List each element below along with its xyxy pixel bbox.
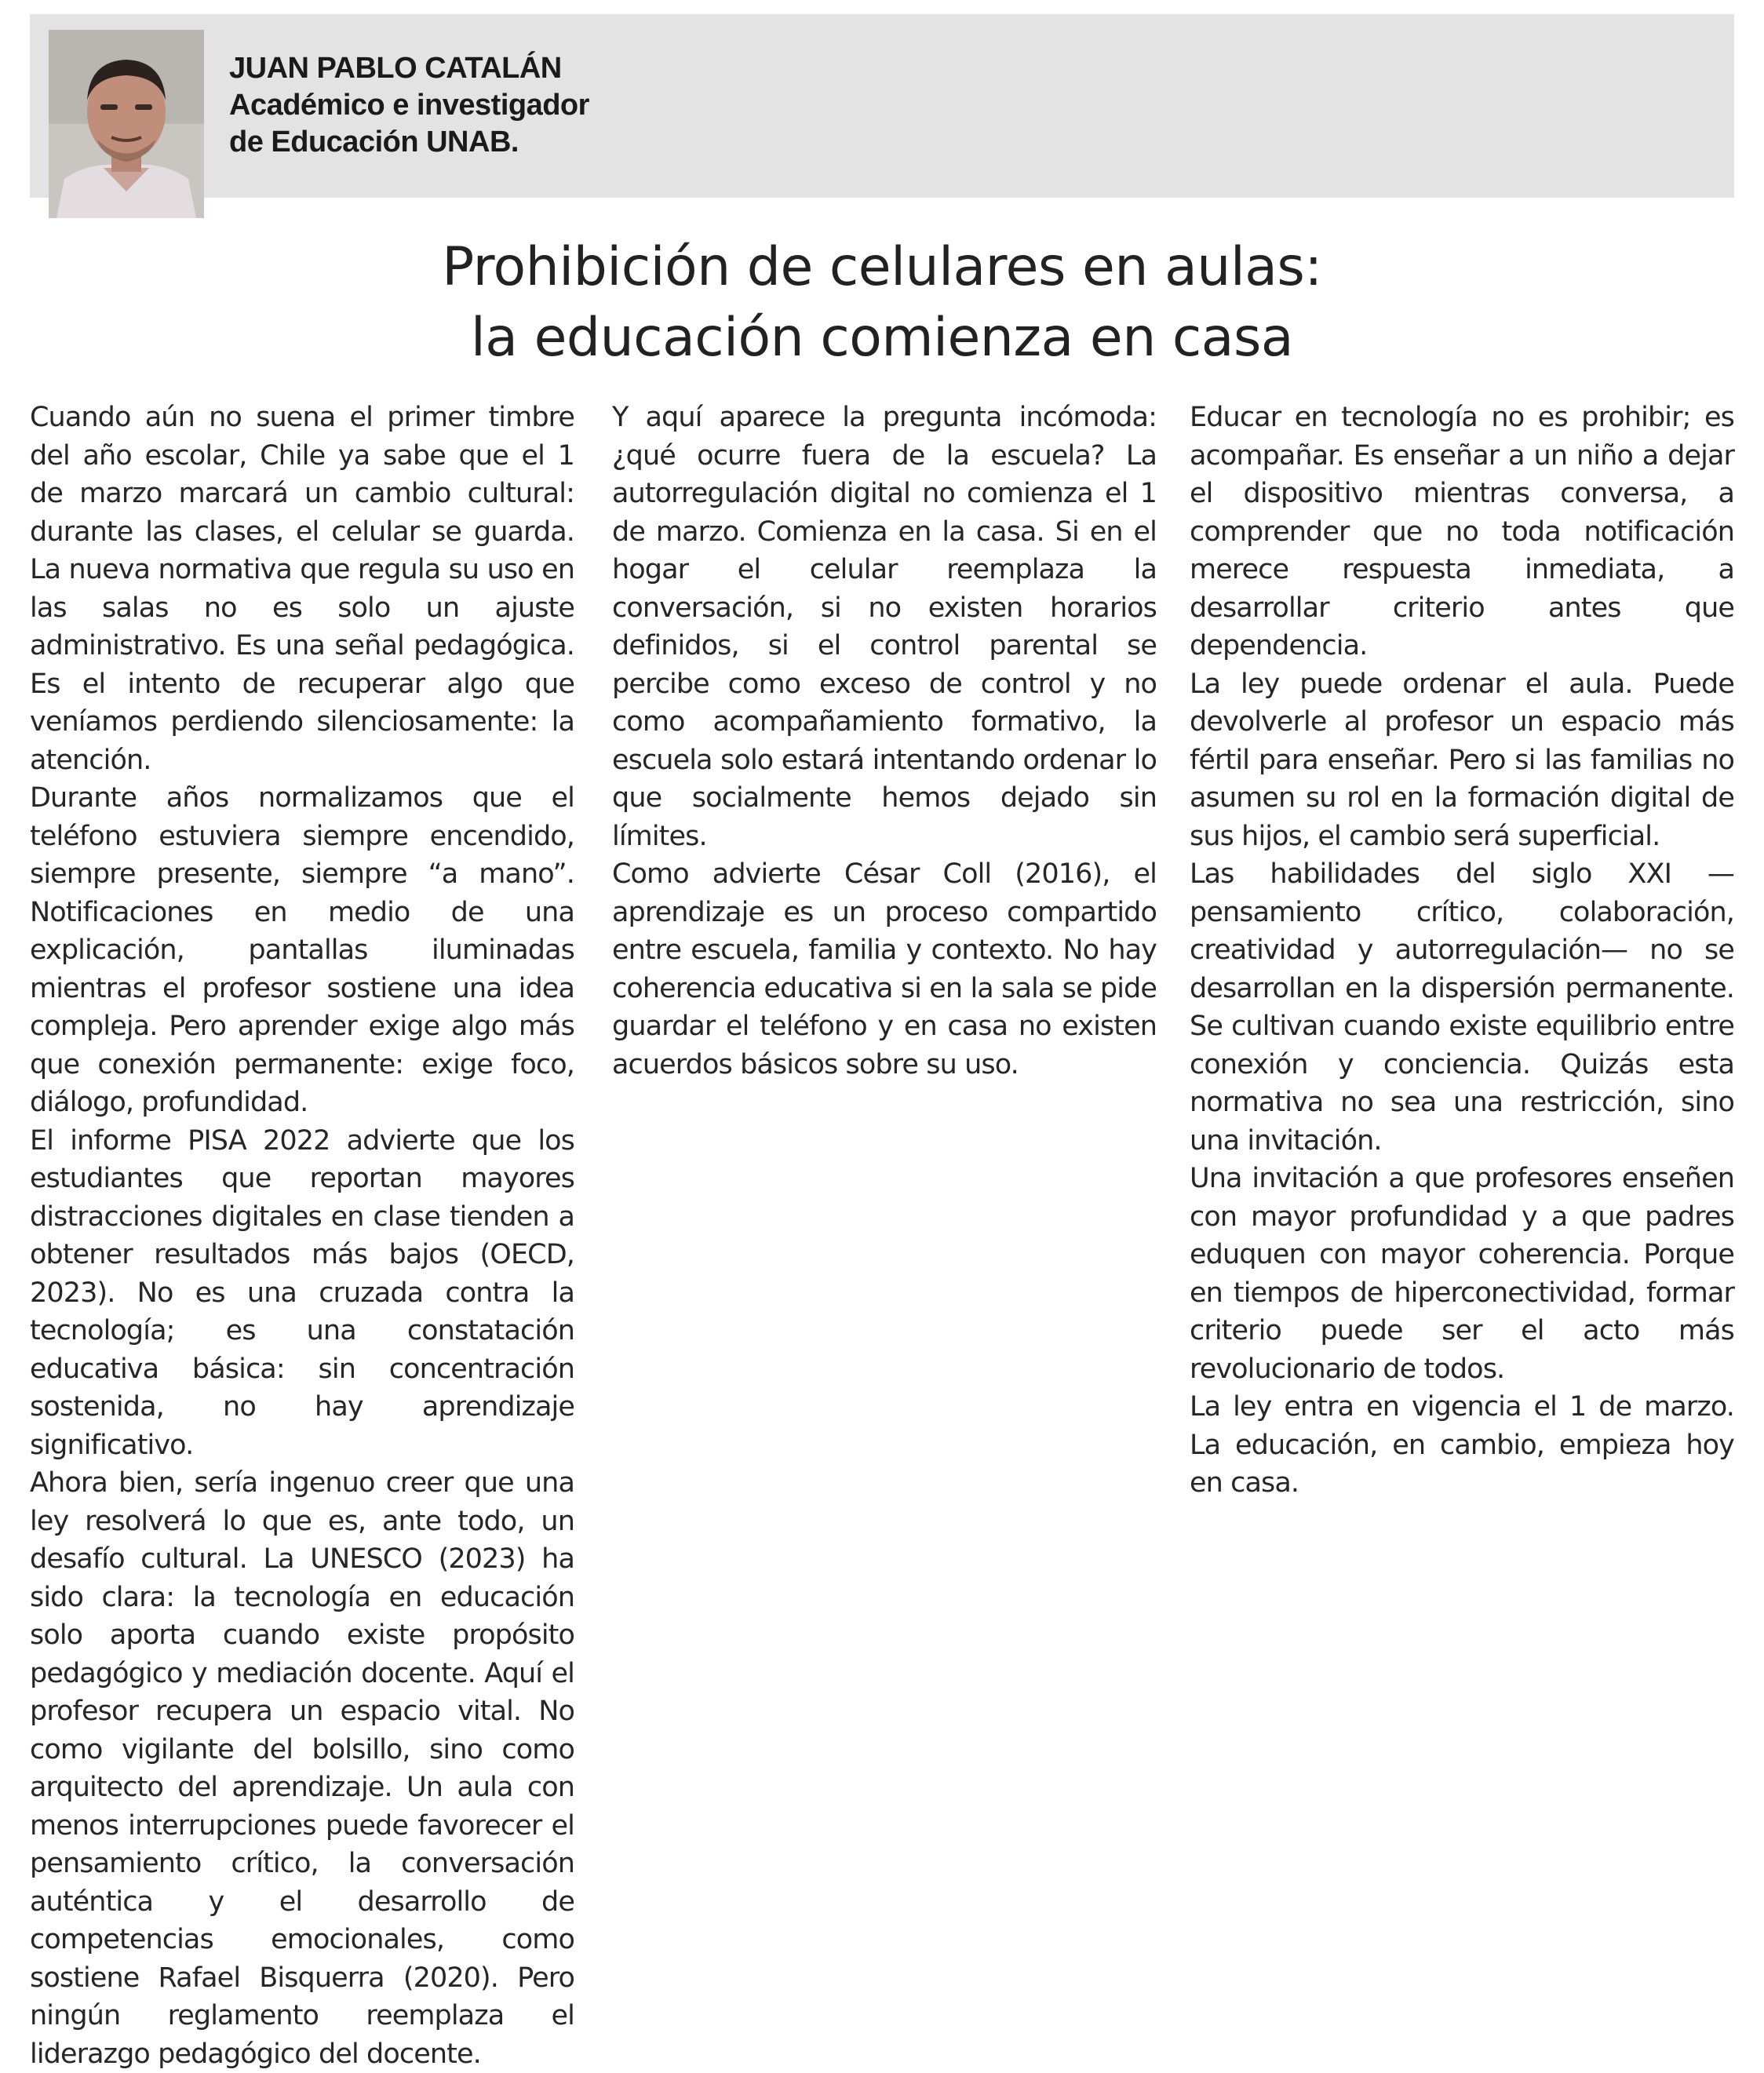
paragraph: Educar en tecnología no es prohibir; es acompañar. Es enseñar a un niño a dejar el dispositivo mientras conversa, a comprender que no toda notificación merece respuesta inmediata, a desarrollar criterio antes que dependencia.: [1190, 402, 1734, 661]
author-role: Académico e investigador: [229, 89, 589, 122]
paragraph: La ley entra en vigencia el 1 de marzo. La educación, en cambio, empieza hoy en casa.: [1190, 1391, 1734, 1499]
paragraph: La ley puede ordenar el aula. Puede devolverle al profesor un espacio más fértil para enseñar. Pero si las familias no asumen su rol en la formación digital de sus hijos, el cambio será superficial.: [1190, 668, 1734, 852]
author-byline: [229, 50, 589, 161]
paragraph: Ahora bien, sería ingenuo creer que una ley resolverá lo que es, ante todo, un desafío cultural. La UNESCO (2023) ha sido clara: la tecnología en educación solo aporta cuando existe propósito pedagógico y mediación docente. Aquí el profesor recupera un espacio vital. No como vigilante del bolsillo, sino como arquitecto del aprendizaje. Un aula con menos interrupciones puede favorecer el pensamiento crítico, la conversación auténtica y el desarrollo de competencias emocionales, como sostiene Rafael Bisquerra (2020). Pero ningún reglamento reemplaza el liderazgo pedagógico del docente.: [30, 1467, 574, 2070]
body-column-1: [30, 399, 574, 2073]
headline-line-2: la educación comienza en casa: [470, 307, 1294, 369]
paragraph: Las habilidades del siglo XXI —pensamiento crítico, colaboración, creatividad y autorregulación— no se desarrollan en la dispersión permanente. Se cultivan cuando existe equilibrio entre conexión y conciencia. Quizás esta normativa no sea una restricción, sino una invitación.: [1190, 858, 1734, 1157]
paragraph: Como advierte César Coll (2016), el aprendizaje es un proceso compartido entre escuela, familia y contexto. No hay coherencia educativa si en la sala se pide guardar el teléfono y en casa no existen acuerdos básicos sobre su uso.: [612, 858, 1157, 1080]
paragraph: Cuando aún no suena el primer timbre del año escolar, Chile ya sabe que el 1 de marzo marcará un cambio cultural: durante las clases, el celular se guarda. La nueva normativa que regula su uso en las salas no es solo un ajuste administrativo. Es una señal pedagógica. Es el intento de recuperar algo que veníamos perdiendo silenciosamente: la atención.: [30, 402, 574, 776]
author-name: JUAN PABLO CATALÁN: [229, 52, 562, 85]
body-column-3: [1190, 399, 1734, 1503]
paragraph: Una invitación a que profesores enseñen con mayor profundidad y a que padres eduquen con mayor coherencia. Porque en tiempos de hiperconectividad, formar criterio puede ser el acto más revolucionario de todos.: [1190, 1163, 1734, 1385]
body-column-2: [612, 399, 1157, 1084]
author-photo: [49, 30, 204, 218]
headline-line-1: Prohibición de celulares en aulas:: [442, 236, 1322, 298]
paragraph: Durante años normalizamos que el teléfono estuviera siempre encendido, siempre presente, siempre “a mano”. Notificaciones en medio de una explicación, pantallas iluminadas mientras el profesor sostiene una idea compleja. Pero aprender exige algo más que conexión permanente: exige foco, diálogo, profundidad.: [30, 782, 574, 1118]
paragraph: Y aquí aparece la pregunta incómoda: ¿qué ocurre fuera de la escuela? La autorregulación digital no comienza el 1 de marzo. Comienza en la casa. Si en el hogar el celular reemplaza la conversación, si no existen horarios definidos, si el control parental se percibe como exceso de control y no como acompañamiento formativo, la escuela solo estará intentando ordenar lo que socialmente hemos dejado sin límites.: [612, 402, 1157, 852]
paragraph: El informe PISA 2022 advierte que los estudiantes que reportan mayores distracciones digitales en clase tienden a obtener resultados más bajos (OECD, 2023). No es una cruzada contra la tecnología; es una constatación educativa básica: sin concentración sostenida, no hay aprendizaje significativo.: [30, 1124, 574, 1461]
article-headline: [0, 232, 1764, 373]
author-affiliation: de Educación UNAB.: [229, 126, 519, 158]
